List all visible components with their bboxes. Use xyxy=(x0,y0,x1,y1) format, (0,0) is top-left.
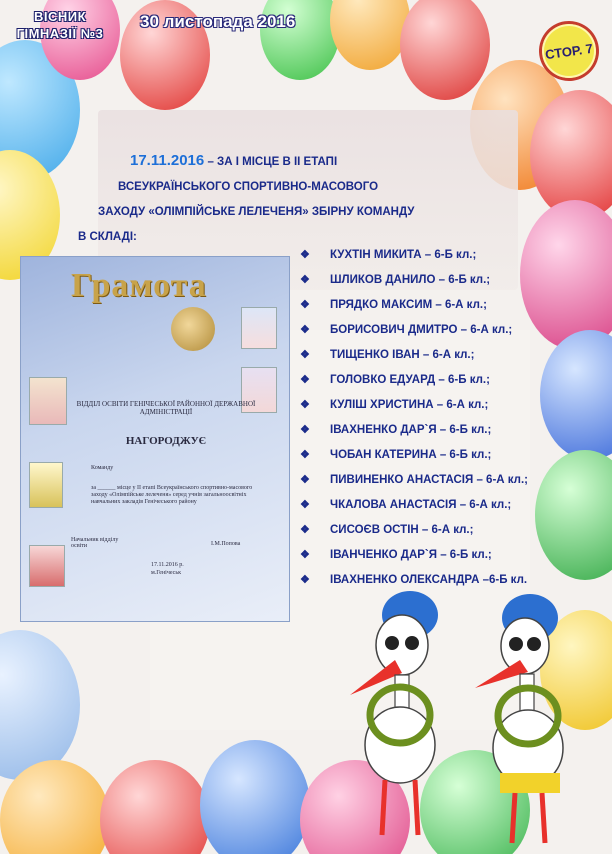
roster-item: ❖ ПИВИНЕНКО АНАСТАСІЯ – 6-А кл.; xyxy=(300,474,529,486)
newspaper-name-line1: ВІСНИК xyxy=(33,9,87,24)
certificate-thumbnail xyxy=(29,545,65,587)
roster-item: ❖ ІВАХНЕНКО ОЛЕКСАНДРА –6-Б кл. xyxy=(300,574,528,586)
certificate-signer-title: Начальник відділу освіти xyxy=(71,537,119,549)
bullet-icon: ❖ xyxy=(300,374,310,386)
bullet-icon: ❖ xyxy=(300,449,310,461)
balloon-decoration xyxy=(520,200,612,350)
page-number-label: СТОР. 7 xyxy=(544,40,594,62)
roster-item: ❖ ІВАХНЕНКО ДАР`Я – 6-Б кл.; xyxy=(300,424,492,436)
bullet-icon: ❖ xyxy=(300,474,310,486)
newspaper-name-line2: ГІМНАЗІЇ №3 xyxy=(16,26,104,41)
certificate-place-text: за ______ місце у ІІ етапі Всеукраїнського спортивно-масового заходу «Олімпійське лелеченя» серед учнів загальноосвітніх навчальних закладів Генічеського району xyxy=(91,485,253,505)
issue-date: 30 листопада 2016 xyxy=(140,12,296,31)
bullet-icon: ❖ xyxy=(300,324,310,336)
balloon-decoration xyxy=(540,330,612,460)
roster-item: ❖ ІВАНЧЕНКО ДАР`Я – 6-Б кл.; xyxy=(300,549,492,561)
certificate-sign-place: м.Генічеськ xyxy=(151,570,181,576)
balloon-decoration xyxy=(0,630,80,780)
bullet-icon: ❖ xyxy=(300,299,310,311)
stork-mascot-left xyxy=(340,585,470,854)
stork-mascot-right xyxy=(470,588,600,850)
certificate-image xyxy=(20,256,290,622)
balloon-decoration xyxy=(535,450,612,580)
bullet-icon: ❖ xyxy=(300,274,310,286)
bullet-icon: ❖ xyxy=(300,499,310,511)
bullet-icon: ❖ xyxy=(300,524,310,536)
balloon-decoration xyxy=(400,0,490,100)
bullet-icon: ❖ xyxy=(300,549,310,561)
article-date: 17.11.2016 xyxy=(130,152,205,169)
article-headline xyxy=(78,148,508,175)
article-line4: В СКЛАДІ: xyxy=(78,231,137,243)
article-line3: ЗАХОДУ «ОЛІМПІЙСЬКЕ ЛЕЛЕЧЕНЯ» ЗБІРНУ КОМАНДУ xyxy=(98,206,415,218)
certificate-team-label: Команду xyxy=(91,465,114,471)
article-line2: ВСЕУКРАЇНСЬКОГО СПОРТИВНО-МАСОВОГО xyxy=(118,181,379,193)
article-intro xyxy=(78,148,508,250)
article-line1: – ЗА І МІСЦЕ В ІІ ЕТАПІ xyxy=(204,156,338,168)
bullet-icon: ❖ xyxy=(300,349,310,361)
roster-item: ❖ ЧОБАН КАТЕРИНА – 6-Б кл.; xyxy=(300,449,492,461)
roster-item: ❖ ПРЯДКО МАКСИМ – 6-А кл.; xyxy=(300,299,487,311)
roster-item: ❖ ГОЛОВКО ЕДУАРД – 6-Б кл.; xyxy=(300,374,490,386)
certificate-thumbnail xyxy=(241,307,277,349)
certificate-sign-date: 17.11.2016 р. xyxy=(151,562,184,568)
bullet-icon: ❖ xyxy=(300,249,310,261)
bullet-icon: ❖ xyxy=(300,574,310,586)
roster-item: ❖ БОРИСОВИЧ ДМИТРО – 6-А кл.; xyxy=(300,324,513,336)
roster-item: ❖ КУХТІН МИКИТА – 6-Б кл.; xyxy=(300,249,477,261)
bullet-icon: ❖ xyxy=(300,399,310,411)
medal-icon xyxy=(171,307,215,351)
certificate-thumbnail xyxy=(29,462,63,508)
balloon-decoration xyxy=(100,760,210,854)
roster-item: ❖ ТИЩЕНКО ІВАН – 6-А кл.; xyxy=(300,349,475,361)
roster-item: ❖ СИСОЄВ ОСТІН – 6-А кл.; xyxy=(300,524,474,536)
roster-item: ❖ ШЛИКОВ ДАНИЛО – 6-Б кл.; xyxy=(300,274,491,286)
newspaper-name xyxy=(4,8,116,42)
bullet-icon: ❖ xyxy=(300,424,310,436)
certificate-department: ВІДДІЛ ОСВІТИ ГЕНІЧЕСЬКОЇ РАЙОННОЇ ДЕРЖАВНОЇ АДМІНІСТРАЦІЇ xyxy=(76,400,256,416)
certificate-title: Грамота xyxy=(71,267,207,304)
certificate-award: НАГОРОДЖУЄ xyxy=(125,435,207,447)
roster-item: ❖ ЧКАЛОВА АНАСТАСІЯ – 6-А кл.; xyxy=(300,499,512,511)
roster-item: ❖ КУЛІШ ХРИСТИНА – 6-А кл.; xyxy=(300,399,489,411)
balloon-decoration xyxy=(330,0,410,70)
certificate-signer-name: І.М.Попова xyxy=(211,541,241,547)
balloon-decoration xyxy=(200,740,310,854)
